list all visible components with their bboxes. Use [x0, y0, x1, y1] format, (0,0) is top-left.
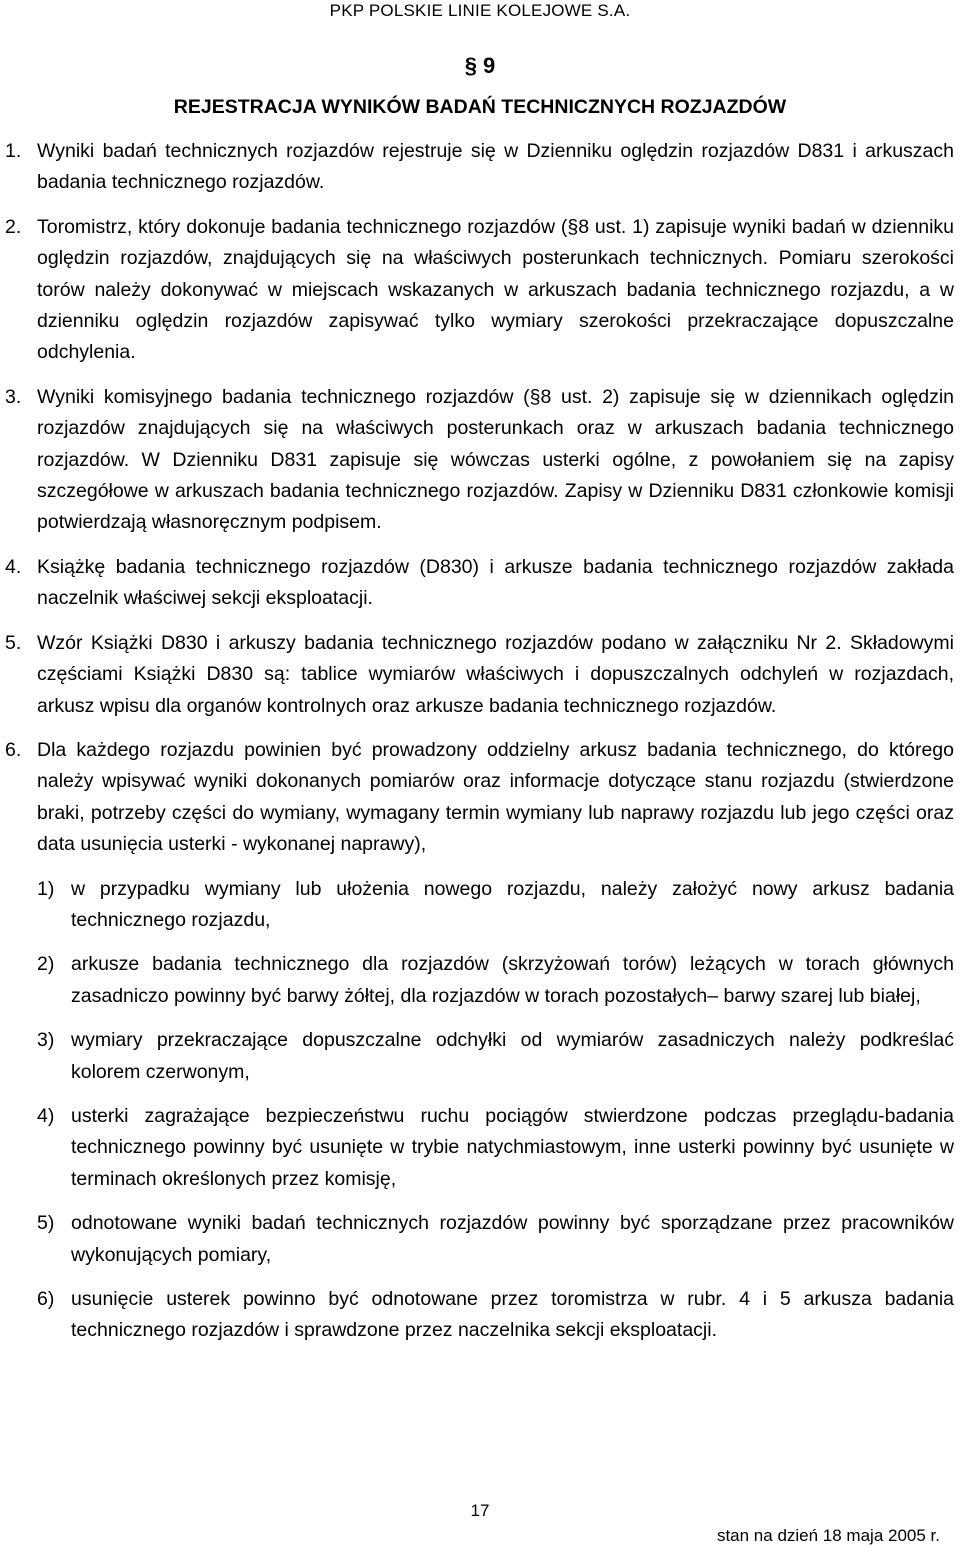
subitem-3 [37, 1025, 954, 1088]
paragraph-number: 4. [5, 555, 22, 578]
paragraph-text: Wyniki badań technicznych rozjazdów rejestruje się w Dzienniku oględzin rozjazdów D831 i arkuszach badania technicznego rozjazdów. [37, 140, 954, 194]
subitem-4 [37, 1101, 954, 1195]
subitem-text: usterki zagrażające bezpieczeństwu ruchu pociągów stwierdzone podczas przeglądu-badania technicznego powinny być usunięte w trybie natychmiastowym, inne usterki powinny być usunięte w terminach określonych przez komisję, [71, 1104, 954, 1190]
subitem-number: 3) [37, 1029, 55, 1052]
paragraph-text: Toromistrz, który dokonuje badania technicznego rozjazdów (§8 ust. 1) zapisuje wyniki badań w dzienniku oględzin rozjazdów, znajdujących się na właściwych posterunkach technicznych. Pomiaru szerokości torów należy dokonywać w miejscach wskazanych w arkuszach badania technicznego rozjazdu, a w dzienniku oględzin rozjazdów zapisywać tylko wymiary szerokości przekraczające dopuszczalne odchylenia. [37, 215, 954, 364]
subitem-text: w przypadku wymiany lub ułożenia nowego rozjazdu, należy założyć nowy arkusz badania technicznego rozjazdu, [71, 877, 954, 931]
subitem-number: 4) [37, 1104, 55, 1127]
paragraph-1 [5, 136, 954, 199]
paragraph-number: 5. [5, 631, 22, 654]
subitem-5 [37, 1208, 954, 1271]
paragraph-2 [5, 212, 954, 369]
subitem-text: usunięcie usterek powinno być odnotowane przez toromistrza w rubr. 4 i 5 arkusza badania technicznego rozjazdów i sprawdzone przez naczelnika sekcji eksploatacji. [71, 1288, 954, 1342]
revision-date: stan na dzień 18 maja 2005 r. [716, 1526, 940, 1545]
subitem-number: 6) [37, 1288, 55, 1310]
paragraph-text: Wzór Książki D830 i arkuszy badania technicznego rozjazdów podano w załączniku Nr 2. Składowymi częściami Książki D830 są: tablice wymiarów właściwych i dopuszczalnych odchyleń w rozjazdach, arkusz wpisu dla organów kontrolnych oraz arkusze badania technicznego rozjazdów. [37, 631, 954, 717]
paragraph-6 [5, 735, 954, 861]
subitem-2 [37, 949, 954, 1012]
subitem-text: arkusze badania technicznego dla rozjazdów (skrzyżowań torów) leżących w torach głównych zasadniczo powinny być barwy żółtej, dla rozjazdów w torach pozostałych– barwy szarej lub białej, [71, 953, 954, 1007]
subitem-6 [37, 1284, 954, 1347]
section-number: § 9 [464, 53, 496, 78]
page-number: 17 [470, 1501, 490, 1520]
document-body [0, 136, 960, 1347]
section-title: REJESTRACJA WYNIKÓW BADAŃ TECHNICZNYCH ROZJAZDÓW [173, 96, 787, 118]
paragraph-3 [5, 382, 954, 539]
paragraph-number: 6. [5, 738, 22, 761]
paragraph-number: 1. [5, 140, 22, 162]
paragraph-text: Dla każdego rozjazdu powinien być prowadzony oddzielny arkusz badania technicznego, do którego należy wpisywać wyniki dokonanych pomiarów oraz informacje dotyczące stanu rozjazdu (stwierdzone braki, potrzeby części do wymiany, wymagany termin wymiany lub naprawy rozjazdu lub jego części oraz data usunięcia usterki - wykonanej naprawy), [37, 738, 954, 856]
document-header: PKP POLSKIE LINIE KOLEJOWE S.A. [329, 1, 631, 20]
subitem-number: 1) [37, 877, 55, 900]
subitem-text: wymiary przekraczające dopuszczalne odchyłki od wymiarów zasadniczych należy podkreślać kolorem czerwonym, [71, 1029, 954, 1083]
paragraph-4 [5, 552, 954, 615]
subitem-number: 2) [37, 953, 55, 976]
subitem-text: odnotowane wyniki badań technicznych rozjazdów powinny być sporządzane przez pracowników wykonujących pomiary, [71, 1212, 954, 1266]
paragraph-number: 2. [5, 215, 22, 238]
paragraph-text: Książkę badania technicznego rozjazdów (D830) i arkusze badania technicznego rozjazdów zakłada naczelnik właściwej sekcji eksploatacji. [37, 555, 954, 610]
paragraph-5 [5, 628, 954, 722]
subitem-1 [37, 874, 954, 937]
paragraph-number: 3. [5, 385, 22, 408]
paragraph-text: Wyniki komisyjnego badania technicznego rozjazdów (§8 ust. 2) zapisuje się w dziennikach oględzin rozjazdów znajdujących się na właściwych posterunkach oraz w arkuszach badania technicznego rozjazdów. W Dzienniku D831 zapisuje się wówczas usterki ogólne, z powołaniem się na zapisy szczegółowe w arkuszach badania technicznego rozjazdów. Zapisy w Dzienniku D831 członkowie komisji potwierdzają własnoręcznym podpisem. [37, 385, 954, 534]
subitem-number: 5) [37, 1212, 55, 1235]
